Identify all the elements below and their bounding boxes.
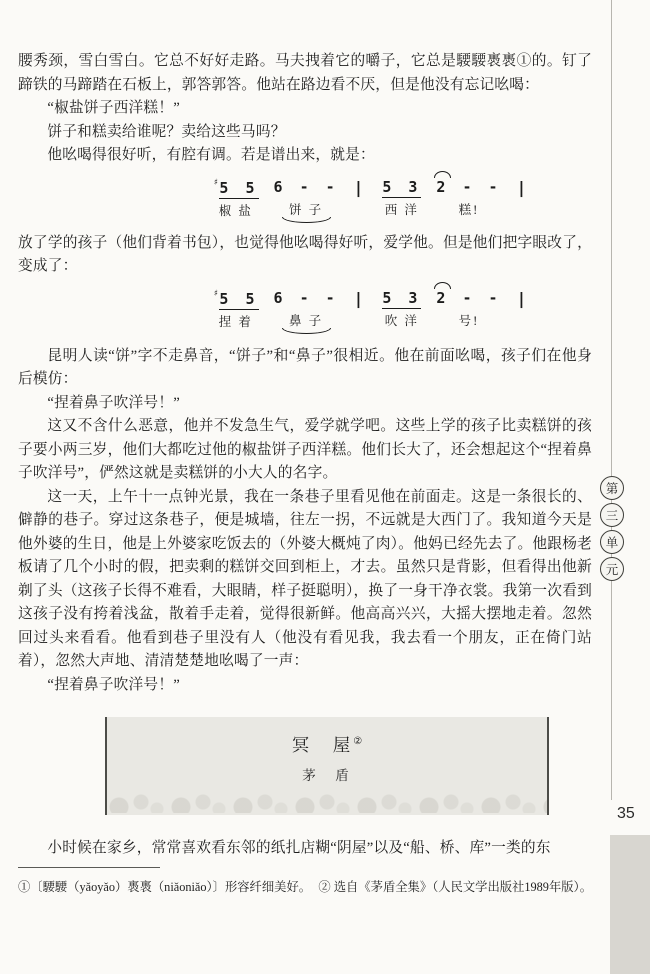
section-title-footnote-marker: ②: [353, 736, 363, 748]
score1-measure2-group2: [436, 178, 501, 218]
unit-char-circle: 第: [600, 476, 624, 500]
score2-dashes: - -: [462, 288, 502, 307]
main-text-column: [18, 50, 592, 861]
music-notation-1: [213, 178, 592, 222]
footnote-divider: [18, 867, 160, 868]
paragraph-that-day: 这一天，上午十一点钟光景，我在一条巷子里看见他在前面走。这是一条很长的、僻静的巷子。穿过这条巷子，便是城墙，往左一拐，不远就是大西门了。我知道今天是他外婆的生日，他是上外婆家吃饭去的（外婆大概炖了肉）。他妈已经先去了。他跟杨老板请了几个小时的假，把卖剩的糕饼交回到柜上，才去。虽然只是背影，但看得出他新剃了头（这孩子长得不难看，大眼睛，样子挺聪明），换了一身干净衣裳。我第一次看到这孩子没有挎着浅盆，散着手走着，觉得很新鲜。他高高兴兴，大摇大摆地走着。忽然回过头来看看。他看到巷子里没有人（他没有看见我，我去看一个朋友，正在倚门站着），忽然大声地、清清楚楚地吆喝了一声：: [18, 488, 592, 669]
unit-char-circle: 元: [600, 557, 624, 581]
sharp-sign-icon: ♯: [213, 177, 219, 188]
score2-lyric-2: 鼻 子: [274, 311, 339, 329]
unit-char-circle: 单: [600, 530, 624, 554]
barline-icon: |: [353, 177, 368, 197]
music-notation-2: [213, 289, 592, 333]
score2-lyric-3: 吹 洋: [384, 313, 419, 328]
paragraph-intro-score: 他吆喝得很好听，有腔有调。若是谱出来，就是：: [47, 147, 375, 163]
score1-notes-53: 5 3: [382, 177, 422, 196]
score1-lyric-4: 糕!: [458, 202, 480, 217]
section-title-text: 冥 屋: [291, 735, 354, 755]
score2-notes-53: 5 3: [382, 288, 422, 307]
score1-note-2-with-arc: 2: [436, 177, 450, 196]
score1-measure1-group1: [213, 178, 259, 219]
unit-label: [600, 476, 624, 581]
paragraph-kunming: 昆明人读“饼”字不走鼻音，“饼子”和“鼻子”很相近。他在前面吆喝，孩子们在他身后模仿：: [18, 347, 592, 387]
score2-lyric-1: 捏 着: [218, 314, 253, 329]
score2-measure1-group2: [274, 289, 339, 329]
paragraph-new-section-start: 小时候在家乡，常常喜欢看东邻的纸扎店糊“阴屋”以及“船、桥、库”一类的东: [47, 840, 551, 856]
unit-char-circle: 三: [600, 503, 624, 527]
score2-measure2-group2: [436, 289, 501, 329]
paragraph-horse: 腰秀颈，雪白雪白。它总不好好走路。马夫拽着它的嚼子，它总是騕騕褭褭①的。钉了蹄铁的马蹄踏在石板上，郭答郭答。他站在路边看不厌，但是他没有忘记吆喝：: [18, 53, 592, 93]
score1-dashes: - -: [462, 177, 502, 196]
score1-lyric-1: 椒 盐: [218, 203, 253, 218]
paragraph-no-malice: 这又不含什么恶意，他并不发急生气，爱学就学吧。这些上学的孩子比卖糕饼的孩子要小两三岁，他们大都吃过他的椒盐饼子西洋糕。他们长大了，还会想起这个“捏着鼻子吹洋号”，俨然这就是卖糕饼的小大人的名字。: [18, 418, 592, 481]
paragraph-final-quote: “捏着鼻子吹洋号！”: [47, 676, 180, 693]
footnote-1: ①〔騕騕（yǎoyǎo）褭褭（niǎoniǎo）〕形容纤细美好。: [18, 880, 312, 894]
score1-notes-6: 6 - -: [273, 177, 339, 196]
unit-rail-line: [611, 0, 612, 800]
section-title-box: [105, 717, 549, 815]
score2-note-2-with-arc: 2: [436, 288, 450, 307]
page-edge-tab: [610, 835, 650, 974]
paragraph-cry-quote: “椒盐饼子西洋糕！”: [47, 100, 180, 116]
score2-measure2-group1: [382, 289, 421, 329]
paragraph-kids-quote: “捏着鼻子吹洋号！”: [47, 394, 180, 411]
score1-measure2-group1: [382, 178, 421, 218]
footnote-2: ② 选自《茅盾全集》（人民文学出版社1989年版）。: [318, 880, 592, 894]
score2-notes-6: 6 - -: [273, 288, 339, 307]
score1-lyric-3: 西 洋: [384, 202, 419, 217]
score1-notes-55: 5 5: [219, 178, 259, 197]
paragraph-question: 饼子和糕卖给谁呢？卖给这些马吗？: [47, 123, 286, 140]
barline-icon: |: [353, 288, 368, 308]
footnotes: [18, 878, 592, 896]
barline-icon: |: [516, 177, 531, 197]
score1-lyric-2: 饼 子: [274, 200, 339, 218]
score2-measure1-group1: [213, 289, 259, 330]
score2-lyric-4: 号!: [458, 313, 480, 328]
floral-border-pattern: [107, 787, 547, 813]
section-author: 茅 盾: [302, 768, 352, 783]
barline-icon: |: [516, 288, 531, 308]
section-title: [107, 717, 547, 757]
paragraph-schoolkids: 放了学的孩子（他们背着书包），也觉得他吆喝得好听，爱学他。但是他们把字眼改了，变成了：: [18, 234, 592, 274]
score2-notes-55: 5 5: [219, 289, 259, 308]
score1-measure1-group2: [274, 178, 339, 218]
page-number: 35: [617, 805, 635, 822]
sharp-sign-icon: ♯: [213, 288, 219, 299]
